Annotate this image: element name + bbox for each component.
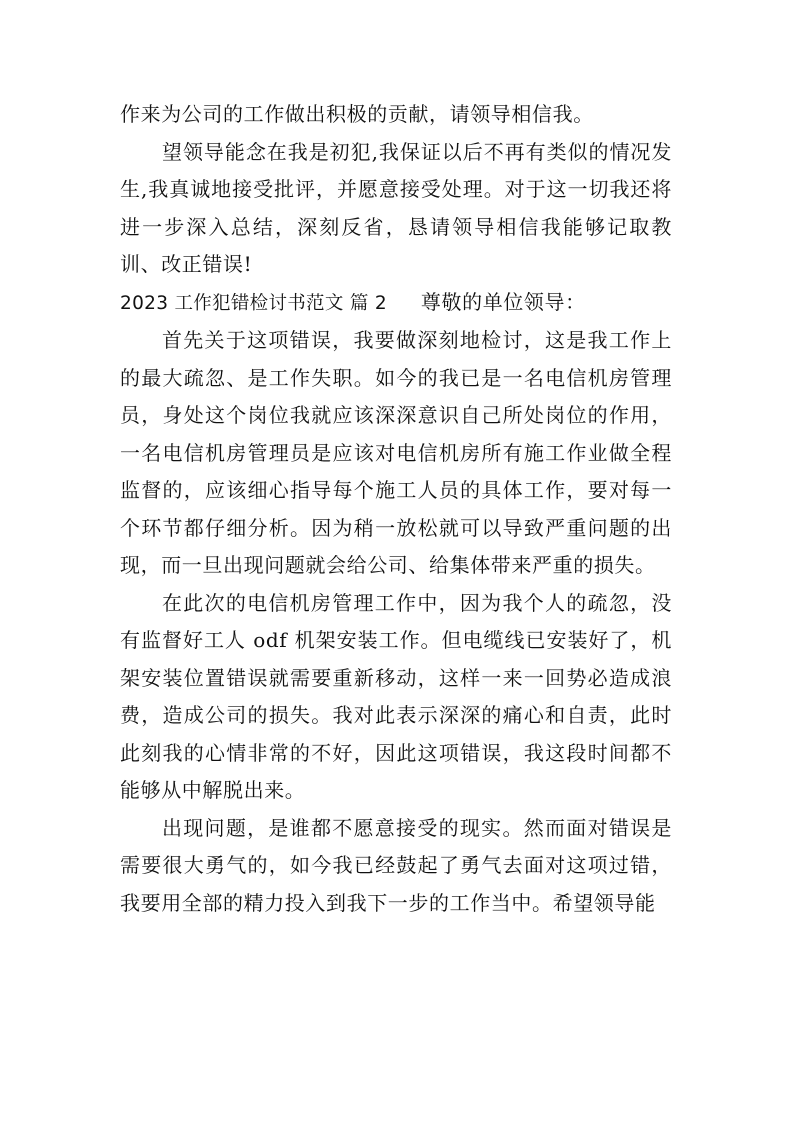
paragraph-continuation: 作来为公司的工作做出积极的贡献，请领导相信我。 [120, 102, 594, 126]
section-title: 2023 工作犯错检讨书范文 篇 2 [120, 292, 387, 314]
paragraph-body-1: 首先关于这项错误，我要做深刻地检讨，这是我工作上的最大疏忽、是工作失职。如今的我已是一名电信机房管理员，身处这个岗位我就应该深深意识自己所处岗位的作用，一名电信机房管理员是应该对电信机房所有施工作业做全程监督的，应该细心指导每个施工人员的具体工作，要对每一个环节都仔细分析。因为稍一放松就可以导致严重问题的出现，而一旦出现问题就会给公司、给集体带来严重的损失。 [120, 328, 672, 577]
paragraph-apology: 望领导能念在我是初犯,我保证以后不再有类似的情况发生,我真诚地接受批评，并愿意接受处理。对于这一切我还将进一步深入总结，深刻反省，恳请领导相信我能够记取教训、改正错误! [120, 139, 672, 276]
paragraph-body-2: 在此次的电信机房管理工作中，因为我个人的疏忽，没有监督好工人 odf 机架安装工作。但电缆线已安装好了，机架安装位置错误就需要重新移动，这样一来一回势必造成浪费，造成公司的损失。我对此表示深深的痛心和自责，此时此刻我的心情非常的不好，因此这项错误，我这段时间都不能够从中解脱出来。 [120, 590, 672, 802]
paragraph-body-3: 出现问题，是谁都不愿意接受的现实。然而面对错误是需要很大勇气的，如今我已经鼓起了勇气去面对这项过错，我要用全部的精力投入到我下一步的工作当中。希望领导能 [120, 815, 672, 915]
document-body [120, 96, 672, 922]
section-heading [120, 284, 672, 323]
salutation: 尊敬的单位领导： [420, 289, 586, 314]
